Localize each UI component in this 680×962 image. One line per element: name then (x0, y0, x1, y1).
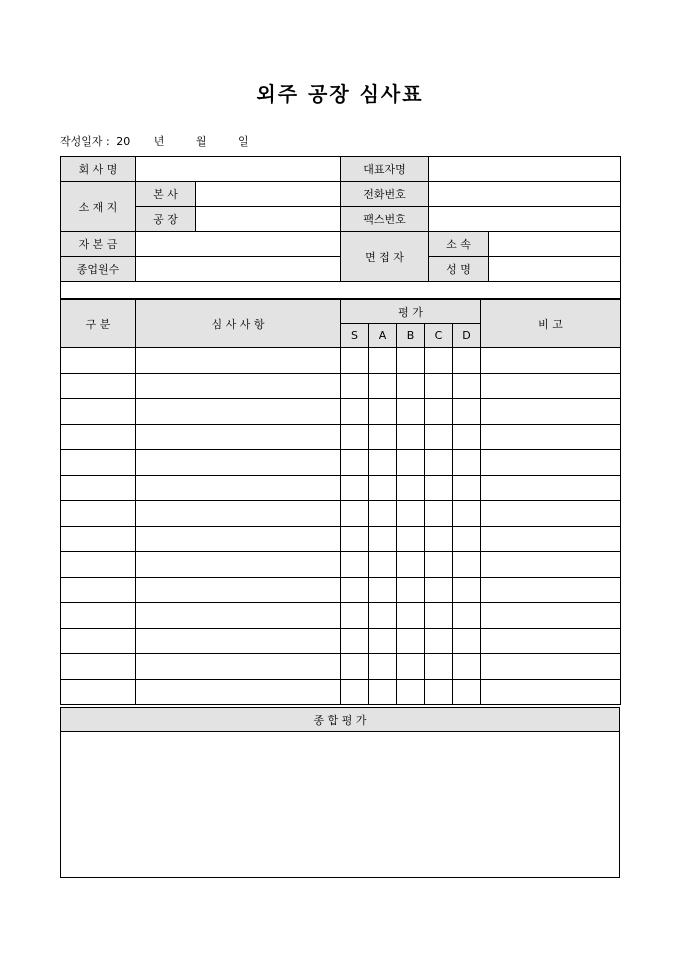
affiliation-label: 소 속 (429, 232, 489, 257)
grade-s-cell[interactable] (341, 654, 369, 680)
company-info-table (60, 156, 621, 299)
grade-c-cell[interactable] (425, 450, 453, 476)
grade-d-header: D (453, 324, 481, 348)
summary-table (60, 707, 620, 878)
phone-field[interactable] (429, 182, 621, 207)
audit-item-cell[interactable] (136, 603, 341, 629)
grade-c-cell[interactable] (425, 552, 453, 578)
grade-b-cell[interactable] (397, 501, 425, 527)
audit-row (61, 501, 621, 527)
capital-field[interactable] (136, 232, 341, 257)
remarks-cell[interactable] (481, 501, 621, 527)
remarks-cell[interactable] (481, 348, 621, 374)
employees-label: 종업원수 (61, 257, 136, 282)
category-cell[interactable] (61, 424, 136, 450)
audit-row (61, 450, 621, 476)
audit-item-cell[interactable] (136, 679, 341, 705)
grade-c-cell[interactable] (425, 475, 453, 501)
grade-d-cell[interactable] (453, 603, 481, 629)
category-cell[interactable] (61, 552, 136, 578)
audit-row (61, 424, 621, 450)
affiliation-field[interactable] (489, 232, 621, 257)
remarks-cell[interactable] (481, 475, 621, 501)
capital-label: 자 본 금 (61, 232, 136, 257)
audit-row (61, 552, 621, 578)
grade-s-cell[interactable] (341, 628, 369, 654)
grade-a-cell[interactable] (369, 501, 397, 527)
remarks-cell[interactable] (481, 399, 621, 425)
fax-field[interactable] (429, 207, 621, 232)
category-cell[interactable] (61, 628, 136, 654)
grade-b-cell[interactable] (397, 577, 425, 603)
grade-s-cell[interactable] (341, 399, 369, 425)
grade-s-cell[interactable] (341, 577, 369, 603)
grade-a-cell[interactable] (369, 603, 397, 629)
grade-a-cell[interactable] (369, 526, 397, 552)
audit-item-cell[interactable] (136, 424, 341, 450)
remarks-cell[interactable] (481, 679, 621, 705)
grade-b-cell[interactable] (397, 424, 425, 450)
audit-row (61, 475, 621, 501)
factory-address-field[interactable] (196, 207, 341, 232)
grade-a-cell[interactable] (369, 424, 397, 450)
category-cell[interactable] (61, 526, 136, 552)
category-cell[interactable] (61, 654, 136, 680)
grade-s-cell[interactable] (341, 679, 369, 705)
audit-row (61, 654, 621, 680)
grade-s-cell[interactable] (341, 603, 369, 629)
audit-item-cell[interactable] (136, 628, 341, 654)
grade-a-cell[interactable] (369, 552, 397, 578)
audit-item-cell[interactable] (136, 450, 341, 476)
grade-d-cell[interactable] (453, 450, 481, 476)
grade-s-header: S (341, 324, 369, 348)
month-label: 월 (195, 135, 207, 148)
audit-item-cell[interactable] (136, 501, 341, 527)
date-label: 작성일자 : (60, 135, 110, 148)
form-title: 외주 공장 심사표 (256, 82, 424, 106)
grade-d-cell[interactable] (453, 552, 481, 578)
remarks-cell[interactable] (481, 424, 621, 450)
grade-b-cell[interactable] (397, 526, 425, 552)
grade-b-cell[interactable] (397, 399, 425, 425)
grade-a-header: A (369, 324, 397, 348)
grade-c-cell[interactable] (425, 654, 453, 680)
ceo-name-label: 대표자명 (341, 157, 429, 182)
grade-a-cell[interactable] (369, 577, 397, 603)
category-cell[interactable] (61, 603, 136, 629)
remarks-cell[interactable] (481, 552, 621, 578)
factory-label: 공 장 (136, 207, 196, 232)
grade-c-cell[interactable] (425, 373, 453, 399)
audit-item-cell[interactable] (136, 526, 341, 552)
category-cell[interactable] (61, 679, 136, 705)
category-cell[interactable] (61, 373, 136, 399)
grade-a-cell[interactable] (369, 399, 397, 425)
category-cell[interactable] (61, 501, 136, 527)
grade-s-cell[interactable] (341, 526, 369, 552)
remarks-cell[interactable] (481, 603, 621, 629)
grade-b-cell[interactable] (397, 628, 425, 654)
interviewer-label: 면 접 자 (341, 232, 429, 282)
audit-item-cell[interactable] (136, 475, 341, 501)
name-field[interactable] (489, 257, 621, 282)
grade-s-cell[interactable] (341, 373, 369, 399)
remarks-cell[interactable] (481, 577, 621, 603)
grade-d-cell[interactable] (453, 501, 481, 527)
grade-s-cell[interactable] (341, 552, 369, 578)
grade-s-cell[interactable] (341, 475, 369, 501)
category-cell[interactable] (61, 348, 136, 374)
grade-c-cell[interactable] (425, 603, 453, 629)
audit-item-cell[interactable] (136, 348, 341, 374)
audit-row (61, 628, 621, 654)
phone-label: 전화번호 (341, 182, 429, 207)
audit-row (61, 679, 621, 705)
grade-b-cell[interactable] (397, 654, 425, 680)
grade-s-cell[interactable] (341, 348, 369, 374)
grade-c-cell[interactable] (425, 526, 453, 552)
grade-c-cell[interactable] (425, 501, 453, 527)
audit-item-cell[interactable] (136, 373, 341, 399)
grade-d-cell[interactable] (453, 628, 481, 654)
summary-header: 종 합 평 가 (61, 708, 620, 732)
fax-label: 팩스번호 (341, 207, 429, 232)
date-line (60, 133, 249, 149)
remarks-cell[interactable] (481, 450, 621, 476)
grade-d-cell[interactable] (453, 348, 481, 374)
name-label: 성 명 (429, 257, 489, 282)
grade-a-cell[interactable] (369, 348, 397, 374)
grade-d-cell[interactable] (453, 654, 481, 680)
location-label: 소 재 지 (61, 182, 136, 232)
grade-d-cell[interactable] (453, 526, 481, 552)
grade-a-cell[interactable] (369, 679, 397, 705)
spacer-row (61, 282, 621, 299)
audit-item-cell[interactable] (136, 654, 341, 680)
evaluation-header: 평 가 (341, 300, 481, 324)
audit-item-cell[interactable] (136, 577, 341, 603)
remarks-cell[interactable] (481, 526, 621, 552)
grade-d-cell[interactable] (453, 399, 481, 425)
grade-b-cell[interactable] (397, 450, 425, 476)
audit-row (61, 526, 621, 552)
grade-c-cell[interactable] (425, 628, 453, 654)
audit-item-header: 심 사 사 항 (136, 300, 341, 348)
category-cell[interactable] (61, 577, 136, 603)
grade-c-cell[interactable] (425, 679, 453, 705)
grade-c-cell[interactable] (425, 348, 453, 374)
grade-d-cell[interactable] (453, 475, 481, 501)
audit-row (61, 603, 621, 629)
hq-address-field[interactable] (196, 182, 341, 207)
remarks-cell[interactable] (481, 628, 621, 654)
grade-c-cell[interactable] (425, 577, 453, 603)
grade-c-header: C (425, 324, 453, 348)
grade-d-cell[interactable] (453, 424, 481, 450)
audit-row (61, 348, 621, 374)
grade-b-cell[interactable] (397, 348, 425, 374)
grade-d-cell[interactable] (453, 577, 481, 603)
grade-b-header: B (397, 324, 425, 348)
summary-field[interactable] (61, 732, 620, 878)
audit-item-cell[interactable] (136, 552, 341, 578)
grade-b-cell[interactable] (397, 373, 425, 399)
audit-row (61, 577, 621, 603)
grade-a-cell[interactable] (369, 373, 397, 399)
category-cell[interactable] (61, 475, 136, 501)
grade-a-cell[interactable] (369, 628, 397, 654)
remarks-cell[interactable] (481, 654, 621, 680)
year-prefix: 20 (116, 135, 131, 148)
grade-c-cell[interactable] (425, 424, 453, 450)
grade-s-cell[interactable] (341, 424, 369, 450)
hq-label: 본 사 (136, 182, 196, 207)
company-name-field[interactable] (136, 157, 341, 182)
grade-a-cell[interactable] (369, 450, 397, 476)
ceo-name-field[interactable] (429, 157, 621, 182)
category-cell[interactable] (61, 450, 136, 476)
grade-b-cell[interactable] (397, 475, 425, 501)
audit-row (61, 399, 621, 425)
audit-table (60, 299, 621, 705)
year-label: 년 (153, 135, 165, 148)
grade-d-cell[interactable] (453, 679, 481, 705)
category-header: 구 분 (61, 300, 136, 348)
grade-c-cell[interactable] (425, 399, 453, 425)
audit-row (61, 373, 621, 399)
grade-a-cell[interactable] (369, 654, 397, 680)
grade-s-cell[interactable] (341, 450, 369, 476)
grade-b-cell[interactable] (397, 552, 425, 578)
grade-b-cell[interactable] (397, 603, 425, 629)
grade-a-cell[interactable] (369, 475, 397, 501)
remarks-header: 비 고 (481, 300, 621, 348)
company-name-label: 회 사 명 (61, 157, 136, 182)
employees-field[interactable] (136, 257, 341, 282)
grade-d-cell[interactable] (453, 373, 481, 399)
category-cell[interactable] (61, 399, 136, 425)
audit-item-cell[interactable] (136, 399, 341, 425)
day-label: 일 (238, 135, 249, 148)
remarks-cell[interactable] (481, 373, 621, 399)
grade-s-cell[interactable] (341, 501, 369, 527)
grade-b-cell[interactable] (397, 679, 425, 705)
